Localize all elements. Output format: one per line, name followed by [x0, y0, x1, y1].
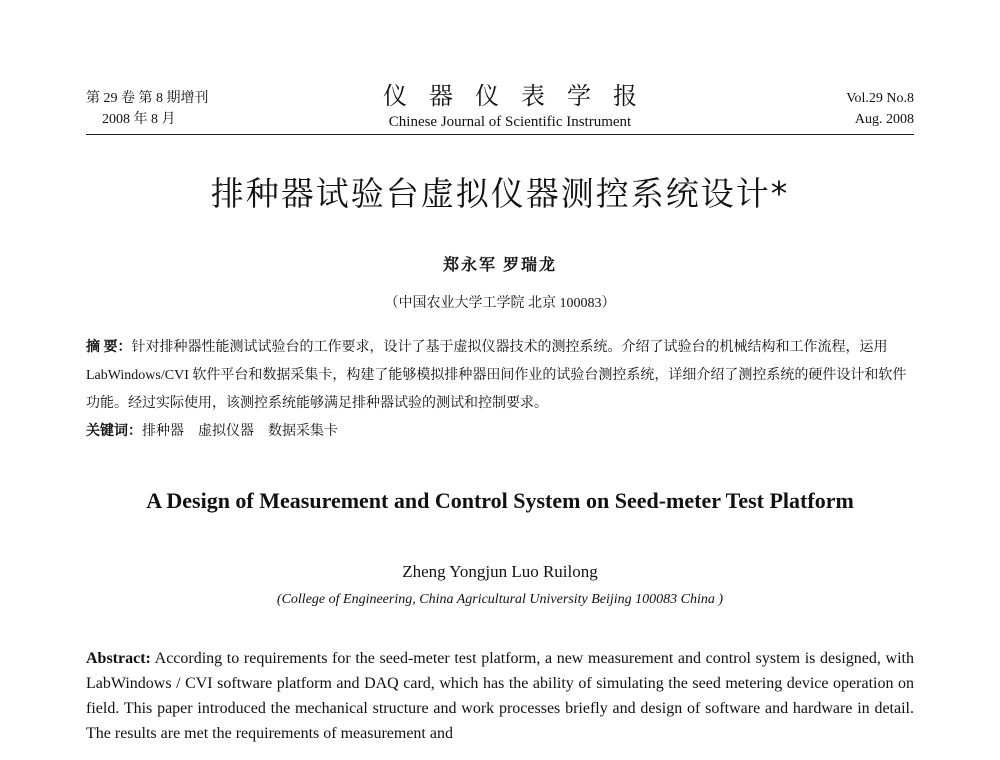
- journal-name-cn: 仪器仪表学报: [383, 84, 659, 110]
- keywords-cn-label: 关键词：: [86, 424, 142, 439]
- keyword-1: 排种器: [142, 424, 184, 439]
- keyword-3: 数据采集卡: [268, 424, 338, 439]
- paper-title-en: A Design of Measurement and Control System on Seed-meter Test Platform: [146, 488, 854, 513]
- keywords-cn: [86, 418, 914, 446]
- abstract-en-label: Abstract:: [86, 650, 151, 667]
- affiliation-en: (College of Engineering, China Agricultural University Beijing 100083 China ): [276, 592, 724, 607]
- authors-en: Zheng Yongjun Luo Ruilong: [402, 562, 598, 581]
- journal-name-en: Chinese Journal of Scientific Instrument: [388, 114, 632, 130]
- header-date-cn: 2008 年 8 月: [102, 112, 176, 127]
- header-rule: [86, 134, 914, 135]
- abstract-cn-label: 摘 要：: [86, 340, 132, 355]
- header-journal: [340, 82, 680, 132]
- abstract-en: [86, 646, 914, 746]
- keyword-2: 虚拟仪器: [198, 424, 254, 439]
- header-issue-info: [86, 88, 209, 130]
- header-date-en: Aug. 2008: [854, 112, 914, 127]
- header-volume-issue: 第 29 卷 第 8 期增刊: [86, 91, 209, 106]
- abstract-cn: [86, 334, 914, 418]
- abstract-en-text: According to requirements for the seed-meter test platform, a new measurement and control system is designed, with LabWindows / CVI software platform and DAQ card, which has the ability of simulating the seed metering device operation on field. This paper introduced the mechanical structure and work processes briefly and design of software and hardware in detail. The results are met the requirements of measurement and: [86, 650, 914, 742]
- abstract-cn-text: 针对排种器性能测试试验台的工作要求，设计了基于虚拟仪器技术的测控系统。介绍了试验台的机械结构和工作流程，运用 LabWindows/CVI 软件平台和数据采集卡，构建了能够模拟排种器田间作业的试验台测控系统，详细介绍了测控系统的硬件设计和软件功能。经过实际使用，该测控系统能够满足排种器试验的测试和控制要求。: [86, 340, 907, 411]
- affiliation-cn: （中国农业大学工学院 北京 100083）: [384, 296, 616, 311]
- authors-cn: 郑永军 罗瑞龙: [442, 257, 557, 274]
- header-volume-en: [846, 88, 914, 130]
- header-volume-no: Vol.29 No.8: [846, 91, 914, 106]
- paper-title-cn: 排种器试验台虚拟仪器测控系统设计*: [210, 174, 790, 213]
